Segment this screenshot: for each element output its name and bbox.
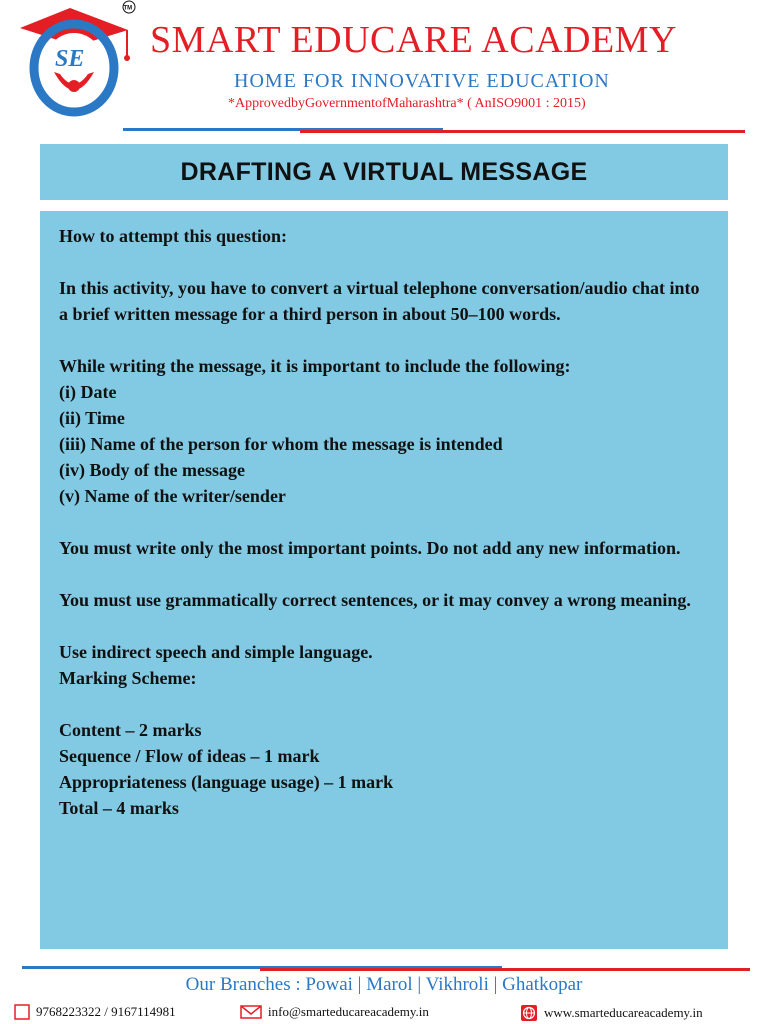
activity-paragraph: In this activity, you have to convert a virtual telephone conversation/audio chat into a brief written message for a third person in about 50–100 words. xyxy=(59,278,700,324)
footer-email[interactable] xyxy=(240,1004,429,1020)
academy-logo xyxy=(10,0,138,118)
footer-divider-red xyxy=(260,968,750,971)
include-lead: While writing the message, it is important to include the following: xyxy=(59,356,571,376)
marking-item: Content – 2 marks xyxy=(59,720,202,740)
heading-banner xyxy=(40,144,728,200)
globe-icon xyxy=(520,1004,538,1022)
marking-item: Appropriateness (language usage) – 1 mark xyxy=(59,772,394,792)
footer-phone xyxy=(14,1004,176,1020)
include-list-item: (v) Name of the writer/sender xyxy=(59,486,286,506)
svg-text:SE: SE xyxy=(55,46,85,72)
speech-line: Use indirect speech and simple language. xyxy=(59,642,373,662)
footer-website[interactable] xyxy=(520,1004,703,1022)
marking-scheme-title: Marking Scheme: xyxy=(59,668,197,688)
grammar-paragraph: You must use grammatically correct sentences, or it may convey a wrong meaning. xyxy=(59,590,691,610)
academy-tagline: HOME FOR INNOVATIVE EDUCATION xyxy=(234,70,610,92)
email-address[interactable]: info@smarteducareacademy.in xyxy=(268,1004,429,1019)
phone-icon xyxy=(14,1004,30,1020)
phone-numbers: 9768223322 / 9167114981 xyxy=(36,1004,176,1019)
include-list-item: (iv) Body of the message xyxy=(59,460,245,480)
intro-line: How to attempt this question: xyxy=(59,226,287,246)
marking-item: Total – 4 marks xyxy=(59,798,179,818)
important-points-paragraph: You must write only the most important points. Do not add any new information. xyxy=(59,538,681,558)
include-list-item: (i) Date xyxy=(59,382,117,402)
instructions-panel xyxy=(40,211,728,949)
svg-text:TM: TM xyxy=(123,5,133,12)
mail-icon xyxy=(240,1004,262,1020)
website-url[interactable]: www.smarteducareacademy.in xyxy=(544,1005,703,1020)
academy-name: SMART EDUCARE ACADEMY xyxy=(150,19,677,61)
approval-note: *ApprovedbyGovernmentofMaharashtra* ( AnISO9001 : 2015) xyxy=(228,96,586,111)
include-list-item: (iii) Name of the person for whom the message is intended xyxy=(59,434,503,454)
include-list-item: (ii) Time xyxy=(59,408,125,428)
header-divider-red xyxy=(300,130,745,133)
marking-item: Sequence / Flow of ideas – 1 mark xyxy=(59,746,320,766)
page-title: DRAFTING A VIRTUAL MESSAGE xyxy=(180,157,588,186)
branches-line: Our Branches : Powai | Marol | Vikhroli | Ghatkopar xyxy=(185,974,583,995)
